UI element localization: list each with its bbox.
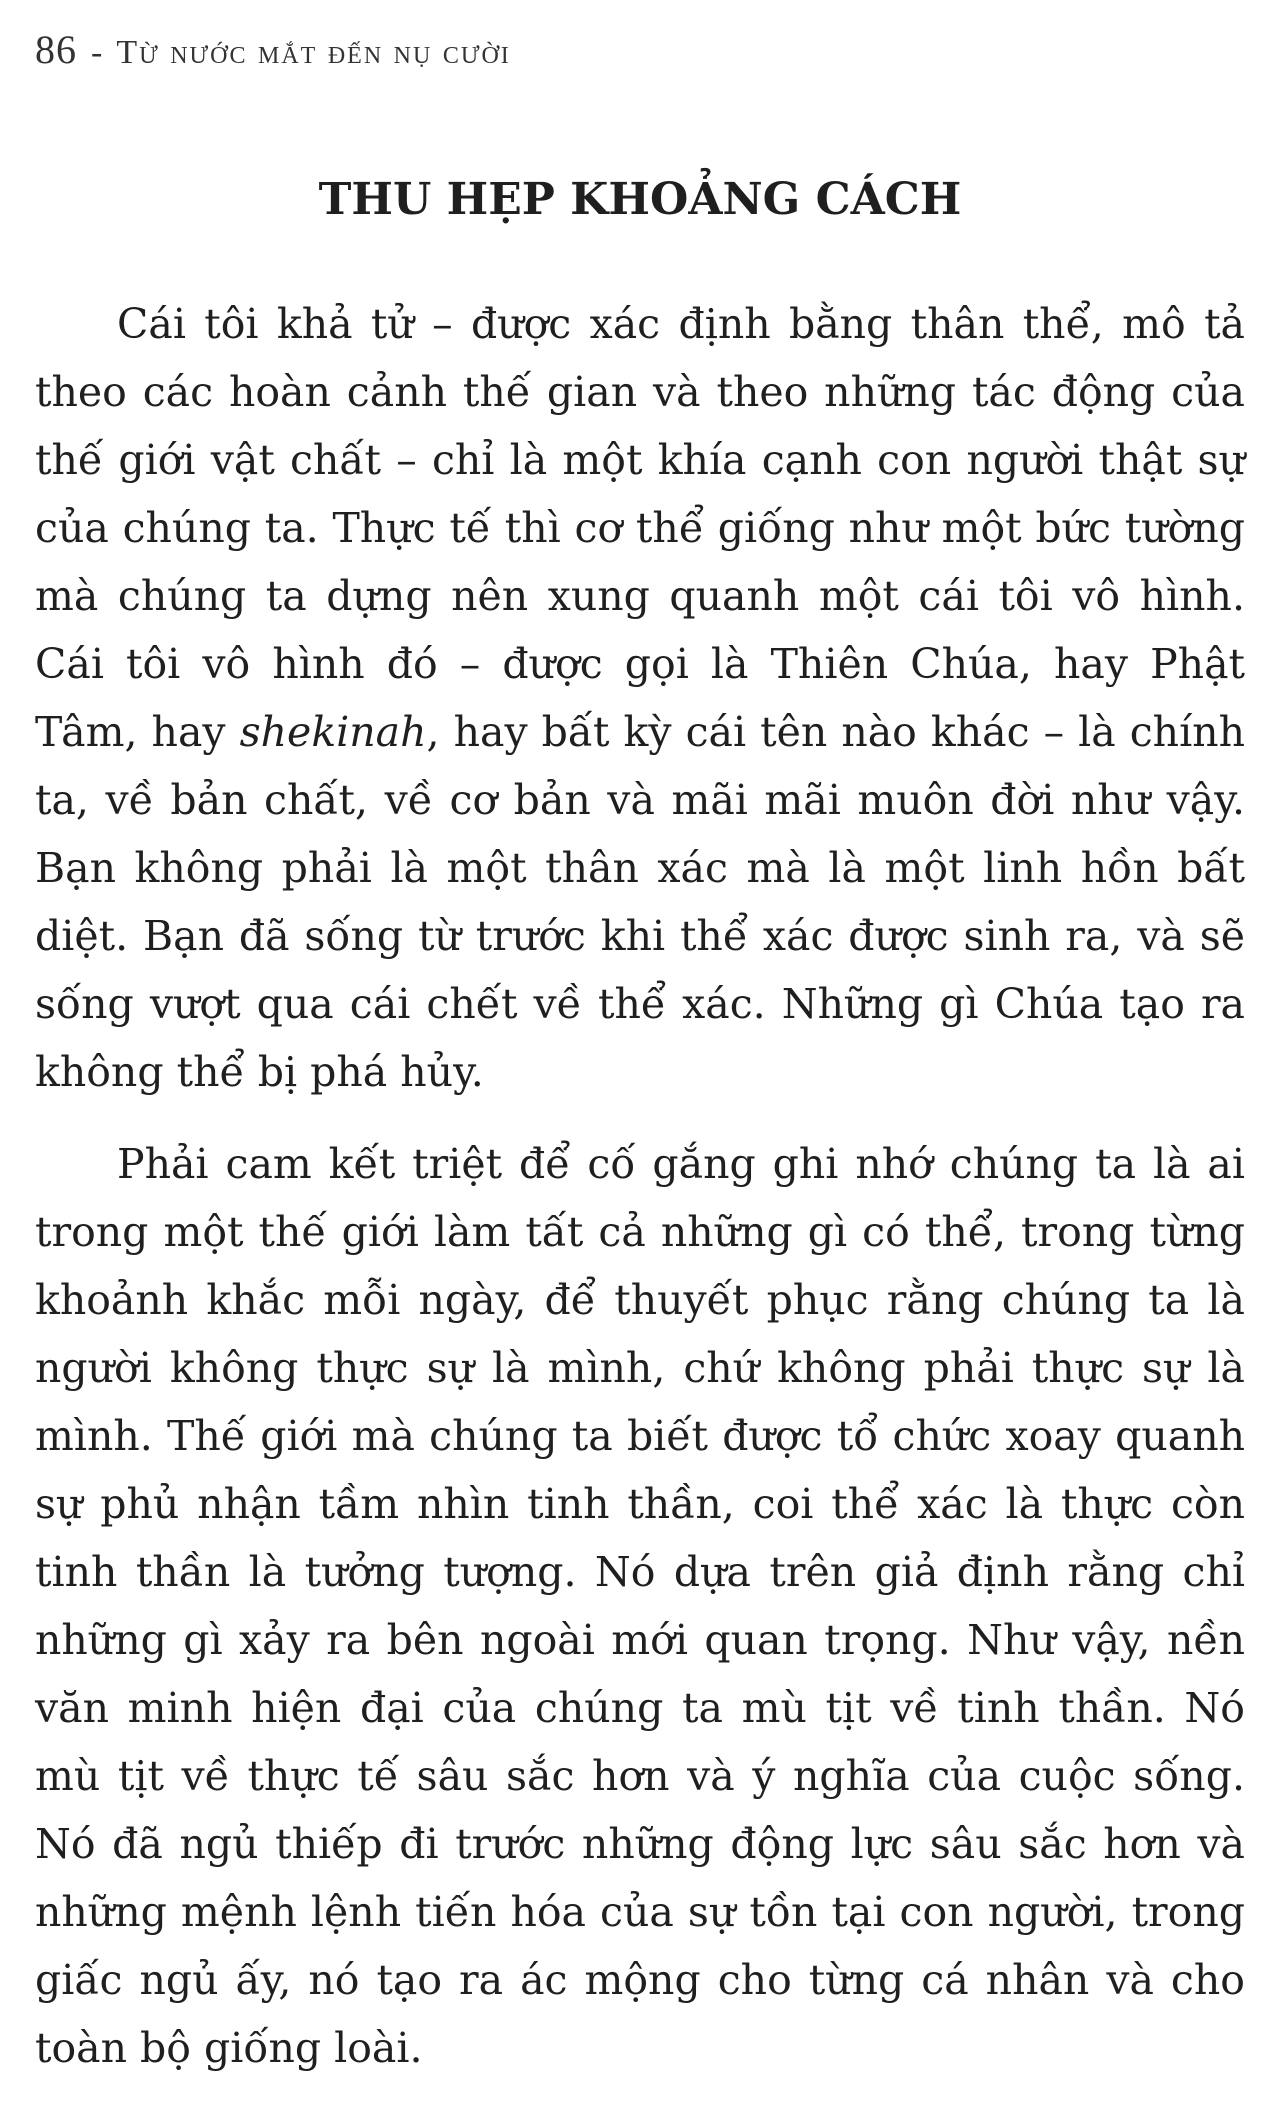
book-title: Từ nước mắt đến nụ cười bbox=[116, 34, 511, 71]
paragraph-1 bbox=[35, 290, 1245, 1106]
paragraph-1-part-1: Cái tôi khả tử – được xác định bằng thân thể, mô tả theo các hoàn cảnh thế gian và theo những tác động của thế giới vật chất – chỉ là một khía cạnh con người thật sự của chúng ta. Thực tế thì cơ thể giống như một bức tường mà chúng ta dựng nên xung quanh một cái tôi vô hình. Cái tôi vô hình đó – được gọi là Thiên Chúa, hay Phật Tâm, hay bbox=[35, 300, 1245, 756]
chapter-title: THU HẸP KHOẢNG CÁCH bbox=[318, 174, 962, 225]
paragraph-1-italic-term: shekinah bbox=[239, 708, 427, 756]
body-text bbox=[35, 290, 1245, 2106]
paragraph-1-part-2: , hay bất kỳ cái tên nào khác – là chính ta, về bản chất, về cơ bản và mãi mãi muôn đời như vậy. Bạn không phải là một thân xác mà là một linh hồn bất diệt. Bạn đã sống từ trước khi thể xác được sinh ra, và sẽ sống vượt qua cái chết về thể xác. Những gì Chúa tạo ra không thể bị phá hủy. bbox=[35, 708, 1245, 1096]
running-head bbox=[35, 28, 511, 75]
page-number: 86 bbox=[35, 27, 77, 72]
paragraph-2: Phải cam kết triệt để cố gắng ghi nhớ chúng ta là ai trong một thế giới làm tất cả những gì có thể, trong từng khoảnh khắc mỗi ngày, để thuyết phục rằng chúng ta là người không thực sự là mình, chứ không phải thực sự là mình. Thế giới mà chúng ta biết được tổ chức xoay quanh sự phủ nhận tầm nhìn tinh thần, coi thể xác là thực còn tinh thần là tưởng tượng. Nó dựa trên giả định rằng chỉ những gì xảy ra bên ngoài mới quan trọng. Như vậy, nền văn minh hiện đại của chúng ta mù tịt về tinh thần. Nó mù tịt về thực tế sâu sắc hơn và ý nghĩa của cuộc sống. Nó đã ngủ thiếp đi trước những động lực sâu sắc hơn và những mệnh lệnh tiến hóa của sự tồn tại con người, trong giấc ngủ ấy, nó tạo ra ác mộng cho từng cá nhân và cho toàn bộ giống loài. bbox=[35, 1140, 1245, 2072]
header-separator: - bbox=[91, 34, 103, 71]
